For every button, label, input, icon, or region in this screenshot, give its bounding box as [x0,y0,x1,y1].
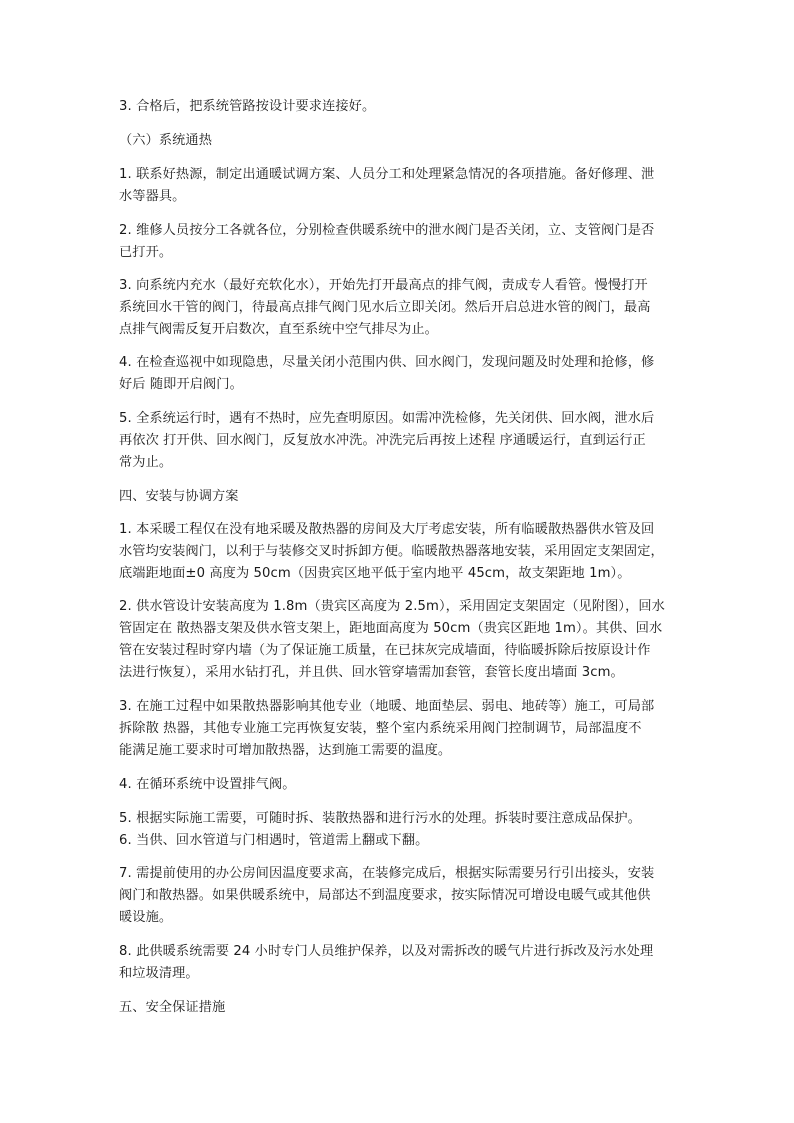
text-line: 常为止。 [119,455,173,470]
paragraph-contact-heat-source [119,164,679,208]
text-line: 4. 在检查巡视中如现隐患，尽量关闭小范围内供、回水阀门，发现问题及时处理和抢修，修 [119,355,655,370]
paragraph-office-rooms [119,863,679,929]
text-line: 四、安装与协调方案 [119,489,239,504]
text-line: 1. 联系好热源，制定出通暖试调方案、人员分工和处理紧急情况的各项措施。备好修理、泄 [119,167,655,182]
paragraph-system-running [119,408,679,474]
paragraph-supply-pipe-height [119,596,679,684]
text-line: 8. 此供暖系统需要 24 小时专门人员维护保养，以及对需拆改的暖气片进行拆改及污水处理 [119,944,654,959]
text-line: 拆除散 热器，其他专业施工完再恢复安装，整个室内系统采用阀门控制调节，局部温度不 [119,721,642,736]
text-line: 3. 合格后，把系统管路按设计要求连接好。 [119,99,376,114]
text-line: 阀门和散热器。如果供暖系统中，局部达不到温度要求，按实际情况可增设电暖气或其他供 [119,888,651,903]
text-line: 系统回水干管的阀门，待最高点排气阀门见水后立即关闭。然后开启总进水管的阀门，最高 [119,300,651,315]
text-line: 底端距地面±0 高度为 50cm（因贵宾区地平低于室内地平 45cm，故支架距地 1m）。 [119,566,631,581]
text-line: 再依次 打开供、回水阀门，反复放水冲洗。冲洗完后再按上述程 序通暖运行，直到运行正 [119,433,646,448]
text-line: 已打开。 [119,245,173,260]
paragraph-inspection [119,352,679,396]
paragraph-maintenance-staff [119,220,679,264]
text-line: 4. 在循环系统中设置排气阀。 [119,777,296,792]
text-line: 7. 需提前使用的办公房间因温度要求高，在装修完成后，根据实际需要另行引出接头，安装 [119,866,655,881]
text-line: 和垃圾清理。 [119,966,199,981]
text-line: 水管均安装阀门，以利于与装修交叉时拆卸方便。临暖散热器落地安装，采用固定支架固定， [119,544,664,559]
text-line: 3. 向系统内充水（最好充软化水），开始先打开最高点的排气阀，责成专人看管。慢慢打开 [119,278,648,293]
text-line: 暖设施。 [119,910,173,925]
paragraph-dismantle-radiators [119,808,679,852]
heading-installation-coordination [119,486,679,508]
text-line: 管在安装过程时穿内墙（为了保证施工质量，在已抹灰完成墙面，待临暖拆除后按原设计作 [119,643,651,658]
text-line: 6. 当供、回水管道与门相遇时，管道需上翻或下翻。 [119,833,429,848]
text-line: 2. 供水管设计安装高度为 1.8m（贵宾区高度为 2.5m），采用固定支架固定（见附图），回水 [119,599,665,614]
text-line: 5. 全系统运行时，遇有不热时，应先查明原因。如需冲洗检修，先关闭供、回水阀，泄水后 [119,411,655,426]
text-line: （六）系统通热 [119,133,213,148]
text-line: 5. 根据实际施工需要，可随时拆、装散热器和进行污水的处理。拆装时要注意成品保护。 [119,811,641,826]
paragraph-3-connect [119,96,679,118]
text-line: 管固定在 散热器支架及供水管支架上，距地面高度为 50cm（贵宾区距地 1m）。其供、回水 [119,621,663,636]
text-line: 好后 随即开启阀门。 [119,377,243,392]
text-line: 2. 维修人员按分工各就各位，分别检查供暖系统中的泄水阀门是否关闭，立、支管阀门是否 [119,223,655,238]
text-line: 五、安全保证措施 [119,1000,226,1015]
text-line: 法进行恢复），采用水钻打孔，并且供、回水管穿墙需加套管，套管长度出墙面 3cm。 [119,665,624,680]
text-line: 1. 本采暖工程仅在没有地采暖及散热器的房间及大厅考虑安装，所有临暖散热器供水管及回 [119,522,655,537]
text-line: 能满足施工要求时可增加散热器，达到施工需要的温度。 [119,743,452,758]
paragraph-construction-radiators [119,696,679,762]
paragraph-maintenance-24h [119,941,679,985]
text-line: 点排气阀需反复开启数次，直至系统中空气排尽为止。 [119,322,438,337]
paragraph-fill-water [119,275,679,341]
text-line: 3. 在施工过程中如果散热器影响其他专业（地暖、地面垫层、弱电、地砖等）施工，可局部 [119,699,655,714]
text-line: 水等器具。 [119,189,186,204]
heading-safety-measures [119,997,679,1019]
heading-system-heating [119,130,679,152]
paragraph-exhaust-valve [119,774,679,796]
paragraph-installation-scope [119,519,679,585]
